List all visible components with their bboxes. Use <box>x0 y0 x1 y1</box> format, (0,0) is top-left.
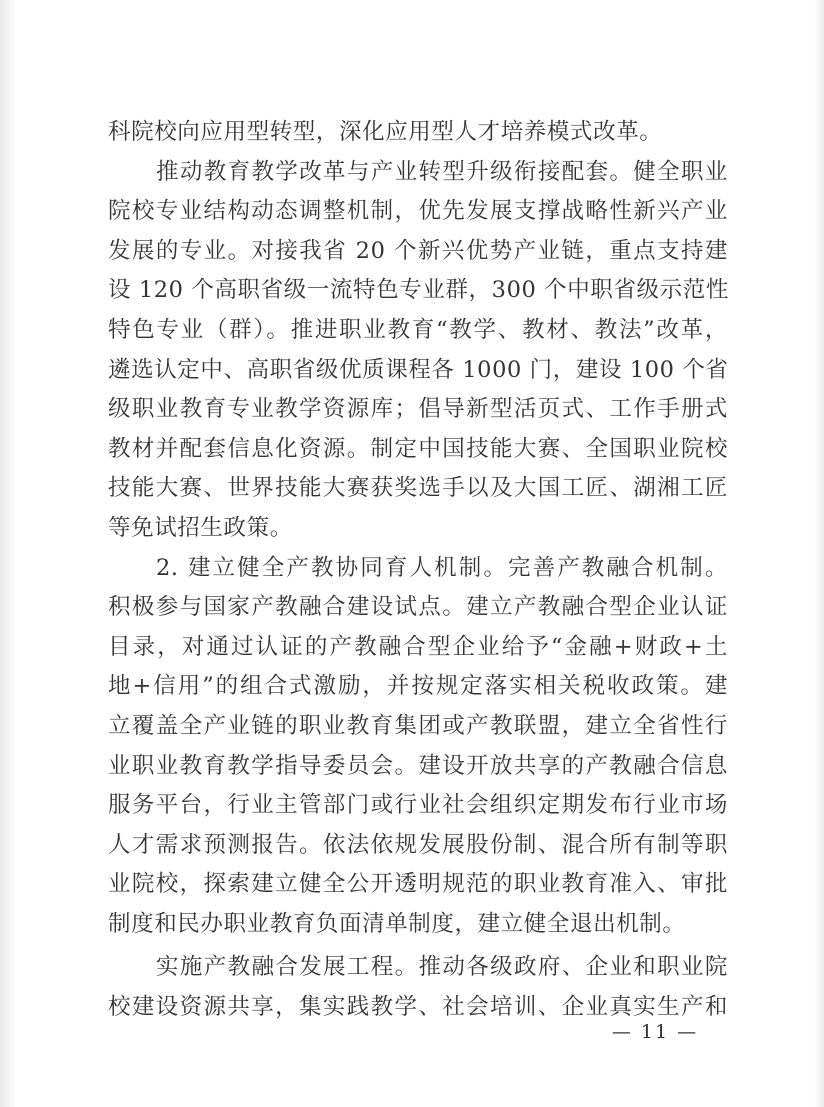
text-line: 院校专业结构动态调整机制，优先发展支撑战略性新兴产业 <box>108 198 728 225</box>
text-line: 目录，对通过认证的产教融合型企业给予“金融+财政+土 <box>108 633 728 660</box>
page-edge-left <box>0 0 16 1107</box>
text-line: 级职业教育专业教学资源库；倡导新型活页式、工作手册式 <box>108 396 728 423</box>
text-line: 立覆盖全产业链的职业教育集团或产教联盟，建立全省性行 <box>108 712 728 739</box>
page-edge-right <box>814 0 824 1107</box>
text-line: 设 120 个高职省级一流特色专业群，300 个中职省级示范性 <box>108 277 729 304</box>
text-line: 地+信用”的组合式激励，并按规定落实相关税收政策。建 <box>108 673 728 700</box>
text-line: 教材并配套信息化资源。制定中国技能大赛、全国职业院校 <box>108 435 728 462</box>
text-line: 2. 建立健全产教协同育人机制。完善产教融合机制。 <box>156 554 728 581</box>
paragraph-1 <box>108 113 728 153</box>
text-line: 科院校向应用型转型，深化应用型人才培养模式改革。 <box>108 119 663 145</box>
text-line: 等免试招生政策。 <box>108 514 293 541</box>
text-line: 发展的专业。对接我省 20 个新兴优势产业链，重点支持建 <box>108 237 728 264</box>
page-number: — 11 — <box>611 1021 699 1043</box>
text-line: 技能大赛、世界技能大赛获奖选手以及大国工匠、湖湘工匠 <box>108 475 728 502</box>
text-line: 推动教育教学改革与产业转型升级衔接配套。健全职业 <box>156 158 728 185</box>
text-line: 校建设资源共享，集实践教学、社会培训、企业真实生产和 <box>108 994 728 1021</box>
text-line: 制度和民办职业教育负面清单制度，建立健全退出机制。 <box>108 910 686 937</box>
text-line: 业院校，探索建立健全公开透明规范的职业教育准入、审批 <box>108 871 728 898</box>
text-line: 实施产教融合发展工程。推动各级政府、企业和职业院 <box>156 954 728 981</box>
document-body <box>108 113 728 1028</box>
text-line: 遴选认定中、高职省级优质课程各 1000 门，建设 100 个省 <box>108 356 729 383</box>
text-line: 业职业教育教学指导委员会。建设开放共享的产教融合信息 <box>108 752 728 779</box>
paragraph-2 <box>108 153 728 549</box>
text-line: 人才需求预测报告。依法依规发展股份制、混合所有制等职 <box>108 831 728 858</box>
text-line: 服务平台，行业主管部门或行业社会组织定期发布行业市场 <box>108 792 728 819</box>
paragraph-4 <box>108 948 728 1027</box>
text-line: 特色专业（群）。推进职业教育“教学、教材、教法”改革， <box>108 316 728 343</box>
text-line: 积极参与国家产教融合建设试点。建立产教融合型企业认证 <box>108 594 728 621</box>
paragraph-3 <box>108 549 728 945</box>
